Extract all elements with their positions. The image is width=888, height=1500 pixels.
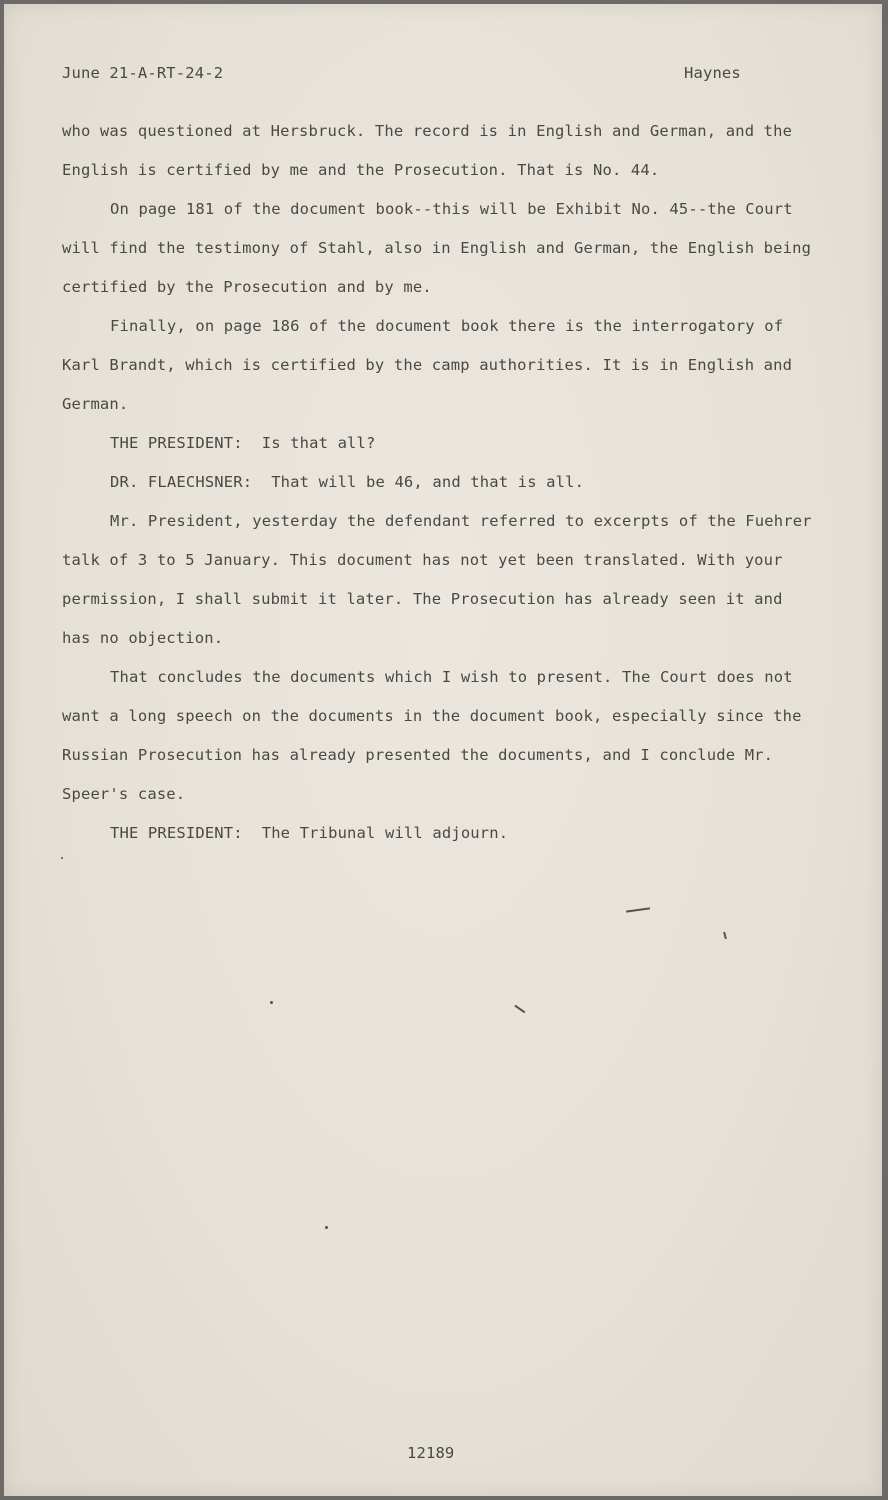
stray-pen-mark <box>515 1005 526 1013</box>
text-line: talk of 3 to 5 January. This document has not yet been translated. With your <box>62 551 783 569</box>
paragraph-start: Mr. President, yesterday the defendant referred to excerpts of the Fuehrer <box>110 512 812 530</box>
reporter-name: Haynes <box>684 64 741 82</box>
speaker-line: THE PRESIDENT: Is that all? <box>110 434 376 452</box>
text-line: has no objection. <box>62 629 224 647</box>
document-page <box>4 4 882 1496</box>
text-line: English is certified by me and the Prosecution. That is No. 44. <box>62 161 660 179</box>
text-line: want a long speech on the documents in the document book, especially since the <box>62 707 802 725</box>
text-line: permission, I shall submit it later. The Prosecution has already seen it and <box>62 590 783 608</box>
paper-speck <box>61 857 63 859</box>
text-line: certified by the Prosecution and by me. <box>62 278 432 296</box>
speaker-line: THE PRESIDENT: The Tribunal will adjourn. <box>110 824 509 842</box>
text-line: German. <box>62 395 129 413</box>
text-line: will find the testimony of Stahl, also in English and German, the English being <box>62 239 812 257</box>
text-line: Karl Brandt, which is certified by the camp authorities. It is in English and <box>62 356 793 374</box>
paragraph-start: Finally, on page 186 of the document book there is the interrogatory of <box>110 317 784 335</box>
stray-pen-mark <box>626 907 650 912</box>
paragraph-start: On page 181 of the document book--this will be Exhibit No. 45--the Court <box>110 200 793 218</box>
text-line: Russian Prosecution has already presented the documents, and I conclude Mr. <box>62 746 774 764</box>
text-line: who was questioned at Hersbruck. The record is in English and German, and the <box>62 122 793 140</box>
paper-speck <box>325 1226 328 1229</box>
text-line: Speer's case. <box>62 785 186 803</box>
speaker-line: DR. FLAECHSNER: That will be 46, and that is all. <box>110 473 585 491</box>
stray-pen-mark <box>723 932 726 939</box>
document-reference: June 21-A-RT-24-2 <box>62 64 224 82</box>
page-number: 12189 <box>407 1444 455 1462</box>
paragraph-start: That concludes the documents which I wish to present. The Court does not <box>110 668 793 686</box>
paper-speck <box>270 1001 273 1004</box>
